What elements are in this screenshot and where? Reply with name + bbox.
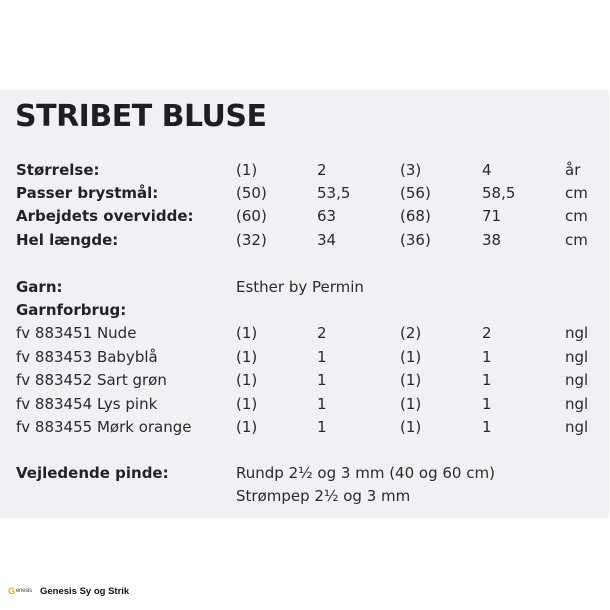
skein-count: 1 xyxy=(317,371,327,389)
row-label: Størrelse: xyxy=(16,161,100,179)
footer-shop-name: Genesis Sy og Strik xyxy=(39,585,130,597)
skein-count: 1 xyxy=(482,395,492,413)
size-value: 71 xyxy=(482,207,502,225)
size-value: (60) xyxy=(236,207,267,225)
skein-count: 2 xyxy=(482,324,492,342)
skein-count: (1) xyxy=(400,348,422,366)
yarn-value: Esther by Permin xyxy=(236,278,364,296)
unit: år xyxy=(565,161,581,179)
skein-count: (1) xyxy=(236,418,258,436)
size-value: (68) xyxy=(400,207,431,225)
color-label: fv 883455 Mørk orange xyxy=(16,418,192,436)
skein-count: (1) xyxy=(400,418,422,436)
skein-count: 1 xyxy=(482,371,492,389)
size-value: (56) xyxy=(400,184,431,202)
yarn-color-row xyxy=(0,322,610,345)
width-row xyxy=(0,205,610,228)
skein-count: (1) xyxy=(400,395,422,413)
unit: ngl xyxy=(565,348,589,366)
size-row xyxy=(0,159,610,182)
skein-count: (1) xyxy=(236,371,258,389)
color-label: fv 883453 Babyblå xyxy=(16,348,158,366)
color-label: fv 883454 Lys pink xyxy=(16,395,158,413)
needles-label: Vejledende pinde: xyxy=(16,464,169,482)
skein-count: (1) xyxy=(236,348,258,366)
pattern-title: STRIBET BLUSE xyxy=(15,99,267,134)
row-label: Arbejdets overvidde: xyxy=(16,207,194,225)
row-label: Passer brystmål: xyxy=(16,184,159,202)
genesis-logo xyxy=(8,586,32,596)
skein-count: 1 xyxy=(482,348,492,366)
yarn-row xyxy=(0,276,610,299)
size-value: 58,5 xyxy=(482,184,516,202)
row-label: Hel længde: xyxy=(16,231,119,249)
size-value: (36) xyxy=(400,231,431,249)
yarn-usage-heading xyxy=(0,299,610,322)
size-value: 53,5 xyxy=(317,184,351,202)
unit: cm xyxy=(565,207,588,225)
yarn-usage-label: Garnforbrug: xyxy=(16,301,127,319)
unit: ngl xyxy=(565,371,589,389)
color-label: fv 883452 Sart grøn xyxy=(16,371,167,389)
yarn-color-row xyxy=(0,393,610,416)
skein-count: (1) xyxy=(236,324,258,342)
skein-count: (1) xyxy=(400,371,422,389)
chest-row xyxy=(0,182,610,205)
size-value: 38 xyxy=(482,231,502,249)
size-value: 4 xyxy=(482,161,492,179)
skein-count: 1 xyxy=(482,418,492,436)
size-value: 34 xyxy=(317,231,337,249)
needles-line: Strømpep 2½ og 3 mm xyxy=(236,487,411,505)
footer xyxy=(8,584,129,598)
length-row xyxy=(0,229,610,252)
skein-count: 1 xyxy=(317,418,327,436)
yarn-color-row xyxy=(0,346,610,369)
yarn-color-row xyxy=(0,416,610,439)
needles-row xyxy=(0,462,610,485)
unit: ngl xyxy=(565,395,589,413)
yarn-color-row xyxy=(0,369,610,392)
skein-count: 1 xyxy=(317,348,327,366)
size-value: 2 xyxy=(317,161,327,179)
unit: cm xyxy=(565,231,588,249)
size-value: (1) xyxy=(236,161,258,179)
yarn-label: Garn: xyxy=(16,278,63,296)
unit: cm xyxy=(565,184,588,202)
size-value: (32) xyxy=(236,231,267,249)
size-value: (3) xyxy=(400,161,422,179)
logo-initial: G xyxy=(8,586,15,596)
unit: ngl xyxy=(565,324,589,342)
needles-row-2 xyxy=(0,485,610,508)
unit: ngl xyxy=(565,418,589,436)
skein-count: (1) xyxy=(236,395,258,413)
needles-line: Rundp 2½ og 3 mm (40 og 60 cm) xyxy=(236,464,495,482)
size-value: (50) xyxy=(236,184,267,202)
skein-count: 1 xyxy=(317,395,327,413)
logo-text: enesis xyxy=(15,588,32,594)
size-value: 63 xyxy=(317,207,337,225)
skein-count: (2) xyxy=(400,324,422,342)
color-label: fv 883451 Nude xyxy=(16,324,137,342)
skein-count: 2 xyxy=(317,324,327,342)
